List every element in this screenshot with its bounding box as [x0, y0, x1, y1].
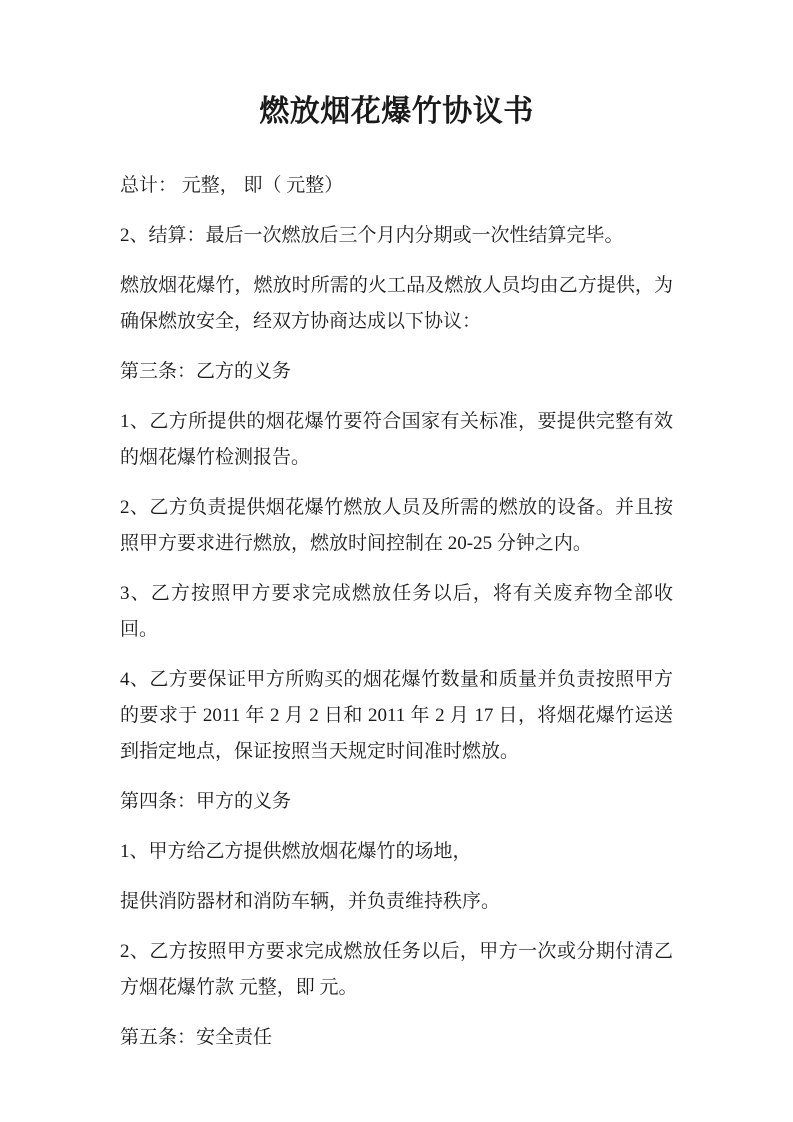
paragraph-article-4-item-1b: 提供消防器材和消防车辆，并负责维持秩序。	[120, 891, 501, 912]
paragraph-article-4-heading: 第四条：甲方的义务	[120, 791, 292, 812]
paragraph-article-3-item-2: 2、乙方负责提供烟花爆竹燃放人员及所需的燃放的设备。并且按照甲方要求进行燃放，燃放时间控制在 20-25 分钟之内。	[120, 497, 673, 554]
paragraph-article-3-item-4: 4、乙方要保证甲方所购买的烟花爆竹数量和质量并负责按照甲方的要求于 2011 年 2 月 2 日和 2011 年 2 月 17 日，将烟花爆竹运送到指定地点，保证按照当天规定时间准时燃放。	[120, 669, 673, 762]
paragraph-article-3-item-3: 3、乙方按照甲方要求完成燃放任务以后，将有关废弃物全部收回。	[120, 583, 673, 640]
paragraph-article-4-item-2: 2、乙方按照甲方要求完成燃放任务以后，甲方一次或分期付清乙方烟花爆竹款 元整，即 元。	[120, 941, 673, 998]
paragraph-settlement-clause: 2、结算：最后一次燃放后三个月内分期或一次性结算完毕。	[120, 225, 624, 246]
paragraph-article-5-heading: 第五条：安全责任	[120, 1027, 273, 1048]
paragraph-article-3-item-1: 1、乙方所提供的烟花爆竹要符合国家有关标准，要提供完整有效的烟花爆竹检测报告。	[120, 411, 673, 468]
paragraph-article-3-heading: 第三条：乙方的义务	[120, 361, 292, 382]
document-title: 燃放烟花爆竹协议书	[259, 95, 534, 128]
paragraph-article-4-item-1: 1、甲方给乙方提供燃放烟花爆竹的场地，	[120, 841, 472, 862]
paragraph-total-amount: 总计： 元整， 即（ 元整）	[120, 175, 344, 196]
paragraph-preamble: 燃放烟花爆竹，燃放时所需的火工品及燃放人员均由乙方提供，为确保燃放安全，经双方协商达成以下协议：	[120, 275, 673, 332]
